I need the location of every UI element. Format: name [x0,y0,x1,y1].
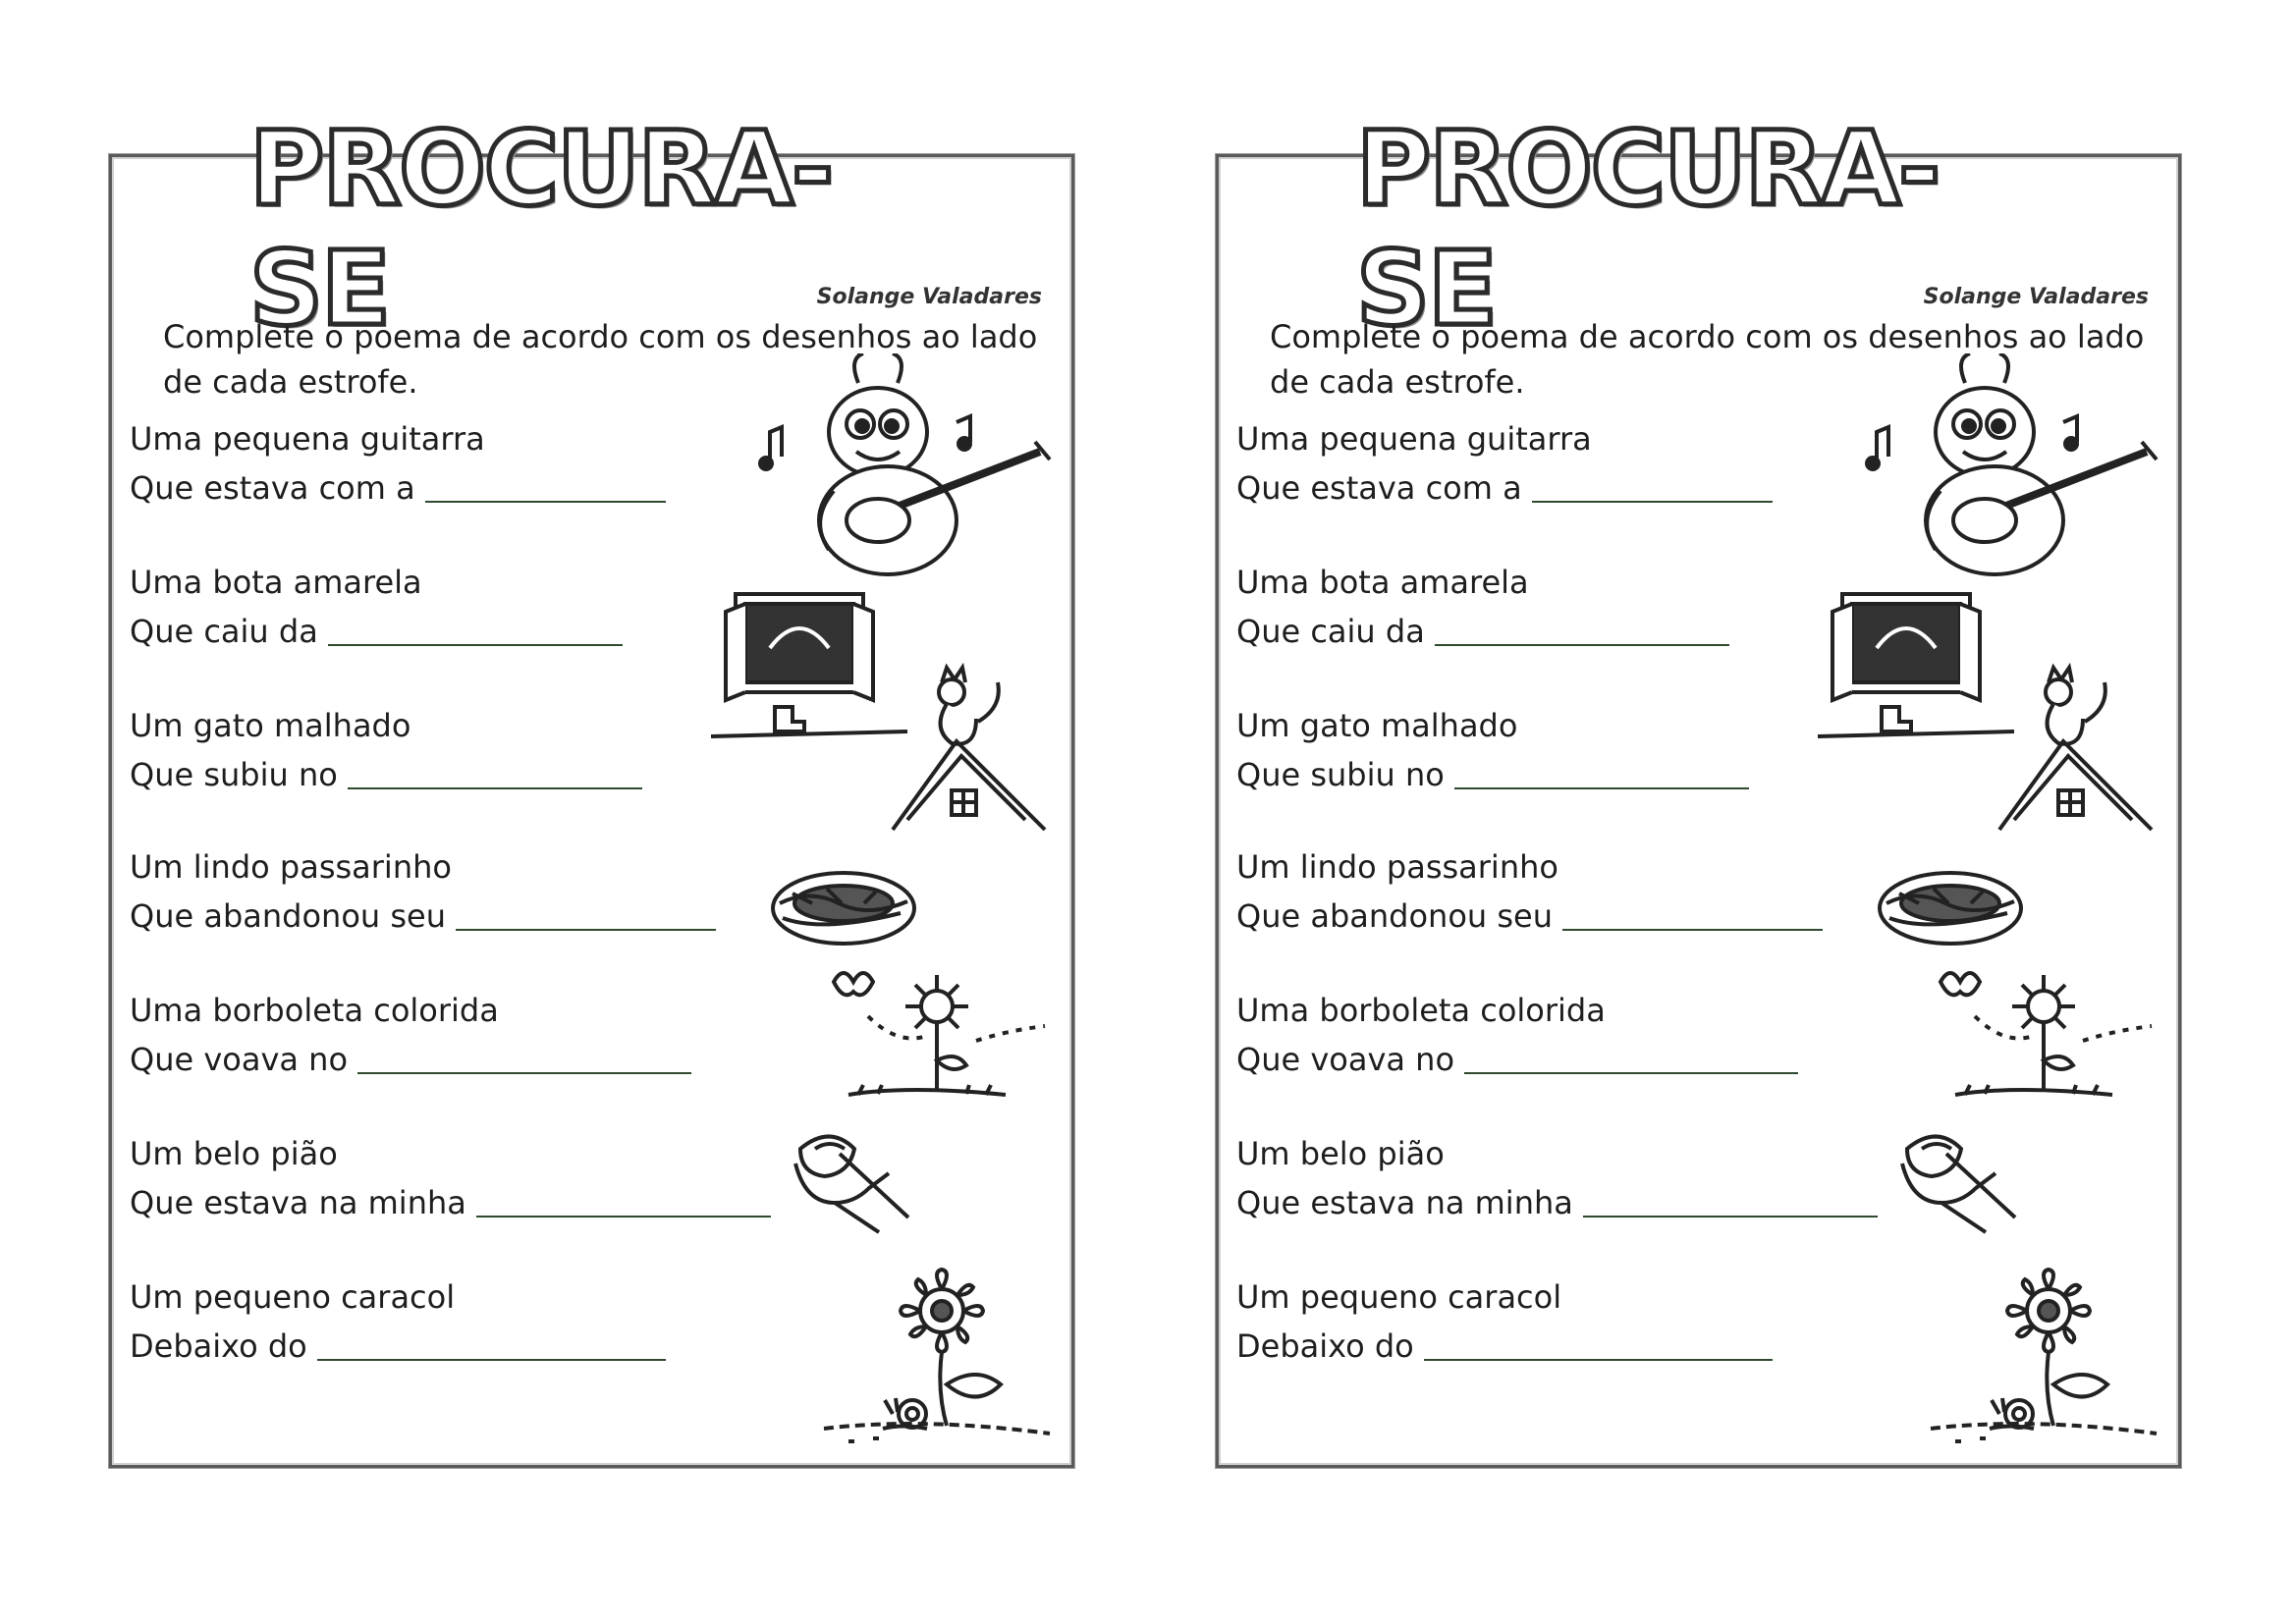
stanza-line-with-blank: Que voava no [130,1035,691,1084]
stanza-3 [1236,701,1749,799]
garden-icon [819,962,1055,1110]
ladybug-guitar-icon [750,353,1055,579]
stanza-6 [130,1129,771,1227]
answer-blank[interactable] [1435,644,1729,646]
answer-blank[interactable] [1424,1359,1773,1361]
window-boot-icon [711,589,917,756]
stanza-7 [130,1272,666,1371]
stanza-line: Um lindo passarinho [1236,848,1558,886]
stanza-line-with-blank: Que caiu da [130,607,623,656]
answer-blank[interactable] [456,929,716,931]
worksheet-right [1216,109,2181,1468]
answer-blank[interactable] [1583,1216,1878,1218]
stanza-line: Uma pequena guitarra [130,420,485,458]
hand-top-icon [786,1129,913,1237]
stanza-line: Uma bota amarela [1236,564,1529,601]
stanza-line: Uma borboleta colorida [1236,992,1606,1029]
stanza-line-with-blank: Que voava no [1236,1035,1798,1084]
nest-icon [1875,864,2027,952]
cat-on-roof-icon [888,663,1055,849]
stanza-line-with-blank: Que caiu da [1236,607,1729,656]
answer-blank[interactable] [476,1216,771,1218]
stanza-line-with-blank: Que abandonou seu [1236,892,1823,941]
stanza-line: Um lindo passarinho [130,848,452,886]
stanza-2 [1236,558,1729,656]
stanza-5 [1236,986,1798,1084]
stanza-line: Um pequeno caracol [130,1278,456,1316]
stanza-6 [1236,1129,1878,1227]
stanza-line-with-blank: Debaixo do [130,1322,666,1371]
stanza-1 [130,414,666,513]
cat-on-roof-icon [1995,663,2161,849]
hand-top-icon [1892,1129,2020,1237]
answer-blank[interactable] [357,1072,691,1074]
stanza-3 [130,701,642,799]
stanza-line: Um belo pião [130,1135,338,1172]
stanza-line-with-blank: Que estava com a [130,463,666,513]
answer-blank[interactable] [317,1359,666,1361]
answer-blank[interactable] [1464,1072,1798,1074]
nest-icon [768,864,920,952]
worksheet-left [109,109,1074,1468]
sunflower-snail-icon [819,1267,1055,1448]
stanza-line-with-blank: Que estava com a [1236,463,1773,513]
window-boot-icon [1818,589,2024,756]
stanza-line-with-blank: Que subiu no [1236,750,1749,799]
stanza-line-with-blank: Que subiu no [130,750,642,799]
stanza-line-with-blank: Debaixo do [1236,1322,1773,1371]
stanza-5 [130,986,691,1084]
answer-blank[interactable] [425,501,666,503]
stanza-1 [1236,414,1773,513]
answer-blank[interactable] [1562,929,1823,931]
stanza-2 [130,558,623,656]
stanza-line: Um gato malhado [130,707,411,744]
author-credit: Solange Valadares [1923,285,2149,309]
ladybug-guitar-icon [1857,353,2161,579]
stanza-line-with-blank: Que abandonou seu [130,892,716,941]
instructions: Complete o poema de acordo com os desenhos ao lado de cada estrofe. [1270,318,2145,401]
stanza-4 [130,842,716,941]
stanza-4 [1236,842,1823,941]
instructions: Complete o poema de acordo com os desenhos ao lado de cada estrofe. [163,318,1038,401]
stanza-line: Um belo pião [1236,1135,1445,1172]
stanza-line: Uma pequena guitarra [1236,420,1592,458]
sunflower-snail-icon [1926,1267,2161,1448]
worksheet-title: PROCURA-SE [249,109,833,349]
author-credit: Solange Valadares [816,285,1042,309]
stanza-line: Uma bota amarela [130,564,422,601]
stanza-line: Uma borboleta colorida [130,992,499,1029]
worksheet-title: PROCURA-SE [1356,109,1940,349]
stanza-line: Um gato malhado [1236,707,1518,744]
stanza-line-with-blank: Que estava na minha [130,1178,771,1227]
stanza-7 [1236,1272,1773,1371]
answer-blank[interactable] [1532,501,1773,503]
stanza-line: Um pequeno caracol [1236,1278,1562,1316]
answer-blank[interactable] [1454,787,1749,789]
answer-blank[interactable] [328,644,623,646]
answer-blank[interactable] [348,787,642,789]
garden-icon [1926,962,2161,1110]
stanza-line-with-blank: Que estava na minha [1236,1178,1878,1227]
